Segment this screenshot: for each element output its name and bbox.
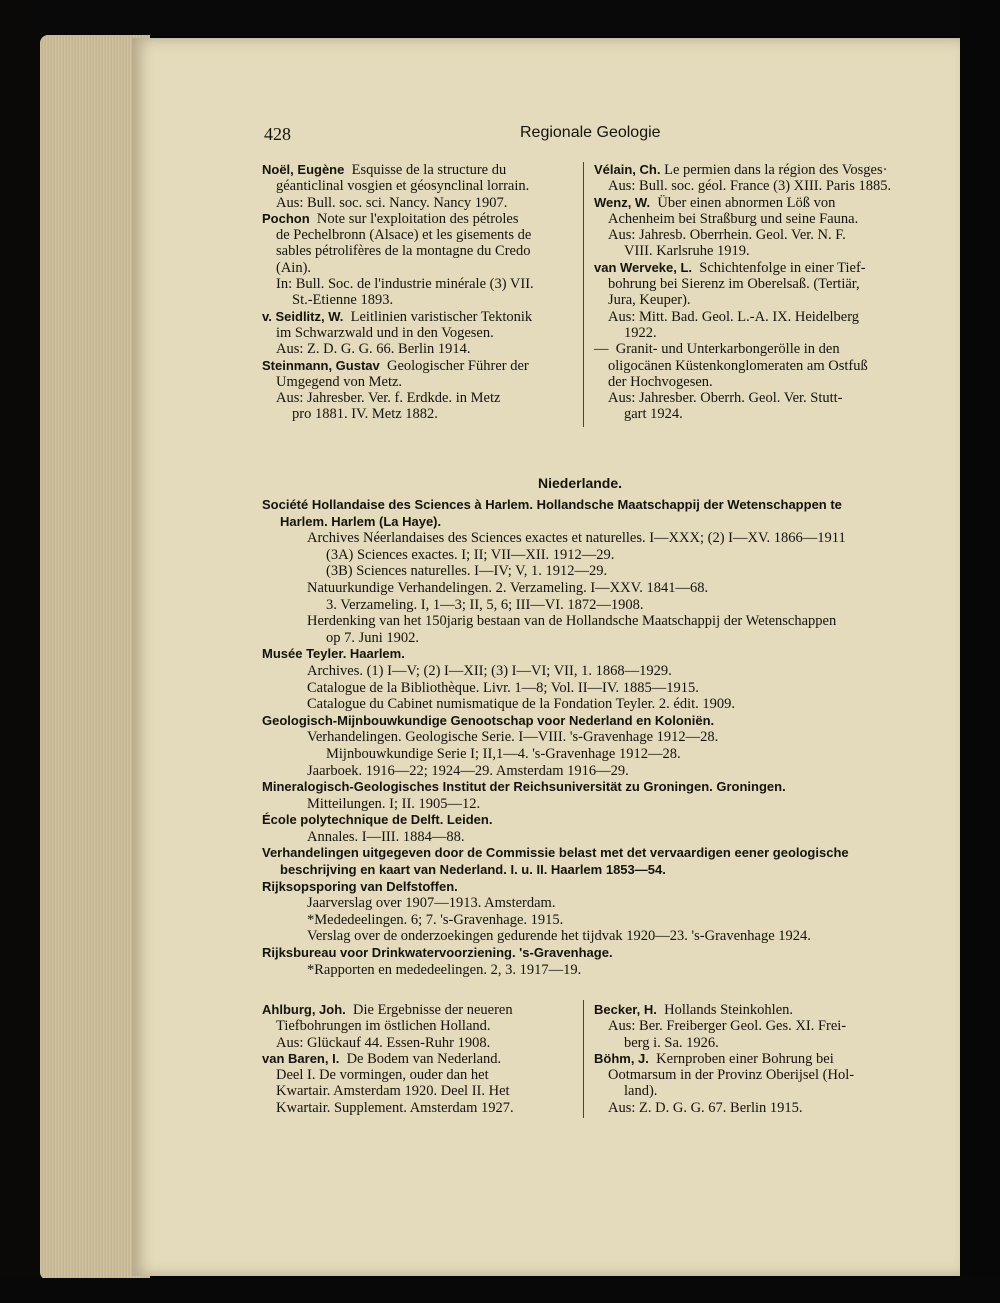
institution xyxy=(262,646,902,712)
institution xyxy=(262,945,902,978)
series-line: (3A) Sciences exactes. I; II; VII—XII. 1912—29. xyxy=(326,546,615,563)
series-line: Annales. I—III. 1884—88. xyxy=(307,828,465,845)
entry-author: Ahlburg, Joh. xyxy=(262,1002,346,1017)
entry-author: van Baren, I. xyxy=(262,1050,340,1066)
entry-author: Pochon xyxy=(262,210,310,226)
institution-name: Société Hollandaise des Sciences à Harlem. Hollandsche Maatschappij der Wetenschappen te xyxy=(262,497,842,512)
series-line: Archives. (1) I—V; (2) I—XII; (3) I—VI; VII, 1. 1868—1929. xyxy=(307,662,672,679)
bottom-right-column xyxy=(594,1002,906,1116)
series-line: Verhandelingen. Geologische Serie. I—VIII. 's-Gravenhage 1912—28. xyxy=(307,729,719,746)
column-divider xyxy=(583,162,584,427)
bib-entry: Vélain, Ch. Le permien dans la région des Vosges· Aus: Bull. soc. géol. France (3) XIII. Paris 1885. xyxy=(594,162,892,195)
scan-background-right xyxy=(960,0,1000,1303)
institutions-list xyxy=(262,497,902,978)
book-spine-shadow xyxy=(0,0,44,1303)
entry-author: Becker, H. xyxy=(594,1002,657,1017)
top-right-column xyxy=(594,162,906,423)
institution xyxy=(262,713,902,779)
entry-author: van Werveke, L. xyxy=(594,259,693,275)
entry-author: Steinmann, Gustav xyxy=(262,357,380,373)
entry-author: — xyxy=(594,341,609,358)
bib-entry: Böhm, J. Kernproben einer Bohrung bei Ootmarsum in der Provinz Oberijsel (Hol- land). Aus: Z. D. G. G. 67. Berlin 1915. xyxy=(594,1050,855,1116)
scan-background-bottom xyxy=(0,1278,1000,1303)
series-line: op 7. Juni 1902. xyxy=(326,629,420,646)
entry-author: Noël, Eugène xyxy=(262,162,345,177)
entry-author: Wenz, W. xyxy=(594,194,651,210)
series-line: Natuurkundige Verhandelingen. 2. Verzameling. I—XXV. 1841—68. xyxy=(307,579,709,596)
bib-entry: Noël, Eugène Esquisse de la structure du géanticlinal vosgien et géosynclinal lorrain. Aus: Bull. soc. sci. Nancy. Nancy 1907. xyxy=(262,162,530,211)
series-line: Mijnbouwkundige Serie I; II,1—4. 's-Gravenhage 1912—28. xyxy=(326,745,681,762)
series-line: (3B) Sciences naturelles. I—IV; V, 1. 1912—29. xyxy=(326,563,608,580)
page-number: 428 xyxy=(264,124,291,144)
institution-name: Musée Teyler. Haarlem. xyxy=(262,646,405,662)
institution-name-cont: Harlem. Harlem (La Haye). xyxy=(280,513,442,529)
institution-name: Rijksopsporing van Delfstoffen. xyxy=(262,878,458,894)
bib-entry: Steinmann, Gustav Geologischer Führer der Umgegend von Metz. Aus: Jahresber. Ver. f. Erdkde. in Metz pro 1881. IV. Metz 1882. xyxy=(262,357,529,423)
scan-background-top xyxy=(0,0,1000,36)
series-line: *Mededeelingen. 6; 7. 's-Gravenhage. 1915. xyxy=(307,911,564,928)
entry-author: Böhm, J. xyxy=(594,1050,649,1066)
column-divider xyxy=(583,1000,584,1118)
bottom-left-column xyxy=(262,1002,574,1116)
institution-name: Mineralogisch-Geologisches Institut der Reichsuniversität zu Groningen. Groningen. xyxy=(262,779,786,795)
series-line: Catalogue du Cabinet numismatique de la Fondation Teyler. 2. édit. 1909. xyxy=(307,696,736,713)
bib-entry: Pochon Note sur l'exploitation des pétroles de Pechelbronn (Alsace) et les gisements de sables pétrolifères de la montagne du Credo (Ain). In: Bull. Soc. de l'industrie minérale (3) VII. St.-Etienne 1893. xyxy=(262,210,534,309)
bib-entry: Becker, H. Hollands Steinkohlen. Aus: Ber. Freiberger Geol. Ges. XI. Frei- berg i. Sa. 1926. xyxy=(594,1002,847,1051)
institution xyxy=(262,879,902,945)
series-line: Verslag over de onderzoekingen gedurende het tijdvak 1920—23. 's-Gravenhage 1924. xyxy=(307,928,811,945)
institution-name: Rijksbureau voor Drinkwatervoorziening. 's-Gravenhage. xyxy=(262,945,613,961)
institution xyxy=(262,779,902,812)
institution xyxy=(262,812,902,845)
series-line: Herdenking van het 150jarig bestaan van de Hollandsche Maatschappij der Wetenschappen xyxy=(307,613,837,630)
series-line: Archives Néerlandaises des Sciences exactes et naturelles. I—XXX; (2) I—XV. 1866—1911 xyxy=(307,530,846,547)
top-left-column xyxy=(262,162,574,423)
entry-author: v. Seidlitz, W. xyxy=(262,308,344,324)
running-title: Regionale Geologie xyxy=(520,124,661,141)
series-line: Jaarverslag over 1907—1913. Amsterdam. xyxy=(307,895,556,912)
bib-entry: van Baren, I. De Bodem van Nederland. Deel I. De vormingen, ouder dan het Kwartair. Amsterdam 1920. Deel II. Het Kwartair. Supplement. Amsterdam 1927. xyxy=(262,1050,514,1116)
bib-entry: van Werveke, L. Schichtenfolge in einer Tief- bohrung bei Sierenz im Oberelsaß. (Tertiär, Jura, Keuper). Aus: Mitt. Bad. Geol. L.-A. IX. Heidelberg 1922. xyxy=(594,259,866,341)
section-title: Niederlande. xyxy=(538,475,623,491)
bib-entry: Wenz, W. Über einen abnormen Löß von Achenheim bei Straßburg und seine Fauna. Aus: Jahresb. Oberrhein. Geol. Ver. N. F. VIII. Karlsruhe 1919. xyxy=(594,194,859,260)
series-line: 3. Verzameling. I, 1—3; II, 5, 6; III—VI. 1872—1908. xyxy=(326,596,644,613)
series-line: Jaarboek. 1916—22; 1924—29. Amsterdam 1916—29. xyxy=(307,762,629,779)
institution-name: Geologisch-Mijnbouwkundige Genootschap voor Nederland en Koloniën. xyxy=(262,712,715,728)
entry-author: Vélain, Ch. xyxy=(594,162,661,177)
institution xyxy=(262,845,902,878)
institution-name-cont: beschrijving en kaart van Nederland. I. u. II. Haarlem 1853—54. xyxy=(280,862,666,878)
series-line: *Rapporten en mededeelingen. 2, 3. 1917—19. xyxy=(307,961,582,978)
institution xyxy=(262,497,902,646)
institution-name: Verhandelingen uitgegeven door de Commissie belast met det vervaardigen eener geologische xyxy=(262,845,849,861)
bib-entry: Ahlburg, Joh. Die Ergebnisse der neueren Tiefbohrungen im östlichen Holland. Aus: Glückauf 44. Essen-Ruhr 1908. xyxy=(262,1002,513,1051)
bib-entry: — Granit- und Unterkarbongerölle in den oligocänen Küstenkonglomeraten am Ostfuß der Hochvogesen. Aus: Jahresber. Oberrh. Geol. Ver. Stutt- gart 1924. xyxy=(594,341,868,423)
series-line: Mitteilungen. I; II. 1905—12. xyxy=(307,795,481,812)
series-line: Catalogue de la Bibliothèque. Livr. 1—8; Vol. II—IV. 1885—1915. xyxy=(307,679,699,696)
bib-entry: v. Seidlitz, W. Leitlinien varistischer Tektonik im Schwarzwald und in den Vogesen. Aus: Z. D. G. G. 66. Berlin 1914. xyxy=(262,308,533,358)
institution-name: École polytechnique de Delft. Leiden. xyxy=(262,812,493,828)
